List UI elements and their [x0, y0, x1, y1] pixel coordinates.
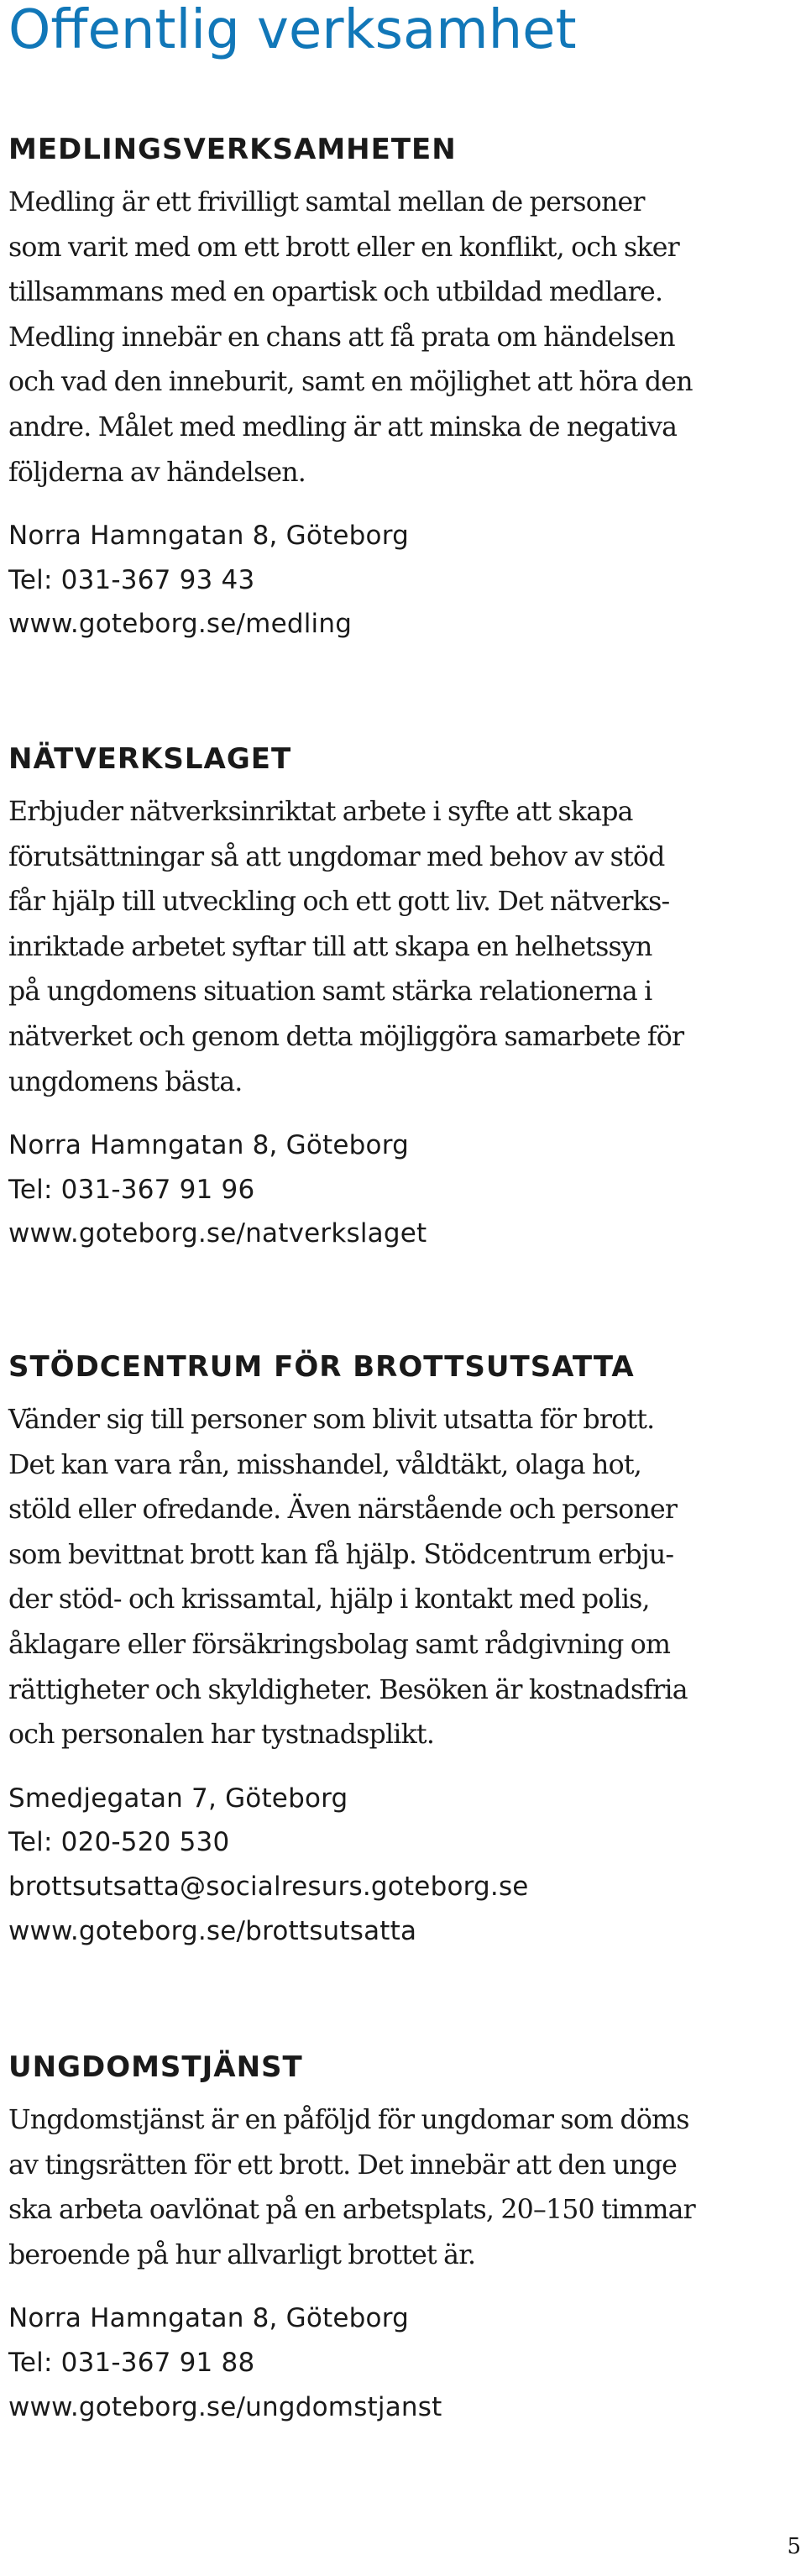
body-line: stöld eller ofredande. Även närstående och personer [8, 1495, 678, 1526]
section-stodcentrum [8, 1347, 798, 1953]
phone: Tel: 031-367 91 88 [8, 2347, 255, 2378]
body-line: får hjälp till utveckling och ett gott liv. Det nätverks- [8, 887, 670, 918]
section-body [8, 790, 798, 1105]
address: Norra Hamngatan 8, Göteborg [8, 1130, 409, 1161]
phone: Tel: 031-367 93 43 [8, 564, 255, 595]
section-natverkslaget [8, 739, 798, 1256]
body-line: andre. Målet med medling är att minska de negativa [8, 411, 678, 442]
body-line: förutsättningar så att ungdomar med behov av stöd [8, 841, 665, 872]
contact-info [8, 1777, 798, 1953]
body-line: ungdomens bästa. [8, 1066, 243, 1097]
body-line: inriktade arbetet syftar till att skapa en helhetssyn [8, 931, 652, 962]
page-title: Offentlig verksamhet [8, 0, 577, 61]
section-heading: NÄTVERKSLAGET [8, 742, 292, 776]
email-link[interactable]: brottsutsatta@socialresurs.goteborg.se [8, 1871, 529, 1902]
contact-info [8, 1123, 798, 1256]
body-line: av tingsrätten för ett brott. Det innebär att den unge [8, 2149, 678, 2181]
body-line: Medling är ett frivilligt samtal mellan de personer [8, 187, 645, 217]
contact-info [8, 514, 798, 647]
body-line: nätverket och genom detta möjliggöra samarbete för [8, 1021, 684, 1052]
page-number: 5 [787, 2534, 801, 2559]
address: Norra Hamngatan 8, Göteborg [8, 521, 409, 552]
body-line: beroende på hur allvarligt brottet är. [8, 2239, 476, 2270]
website-link[interactable]: www.goteborg.se/ungdomstjanst [8, 2391, 442, 2422]
body-line: Medling innebär en chans att få prata om händelsen [8, 322, 675, 353]
body-line: Erbjuder nätverksinriktat arbete i syfte att skapa [8, 797, 633, 827]
section-body [8, 1398, 798, 1758]
body-line: som varit med om ett brott eller en konflikt, och sker [8, 232, 679, 263]
address: Smedjegatan 7, Göteborg [8, 1783, 348, 1814]
phone: Tel: 020-520 530 [8, 1827, 230, 1858]
contact-info [8, 2296, 798, 2429]
body-line: rättigheter och skyldigheter. Besöken är kostnadsfria [8, 1674, 688, 1705]
body-line: Det kan vara rån, misshandel, våldtäkt, olaga hot, [8, 1449, 641, 1480]
body-line: åklagare eller försäkringsbolag samt rådgivning om [8, 1629, 671, 1660]
body-line: Vänder sig till personer som blivit utsatta för brott. [8, 1405, 655, 1435]
body-line: som bevittnat brott kan få hjälp. Stödcentrum erbju- [8, 1539, 674, 1570]
section-medlingsverksamheten [8, 129, 798, 647]
body-line: på ungdomens situation samt stärka relationerna i [8, 976, 652, 1008]
website-link[interactable]: www.goteborg.se/brottsutsatta [8, 1915, 417, 1946]
website-link[interactable]: www.goteborg.se/natverkslaget [8, 1218, 427, 1249]
section-body [8, 181, 798, 495]
body-line: der stöd- och krissamtal, hjälp i kontakt med polis, [8, 1584, 650, 1615]
section-ungdomstjanst [8, 2047, 798, 2429]
section-heading: MEDLINGSVERKSAMHETEN [8, 133, 457, 166]
section-body [8, 2098, 798, 2278]
address: Norra Hamngatan 8, Göteborg [8, 2303, 409, 2334]
body-line: och vad den inneburit, samt en möjlighet att höra den [8, 367, 693, 398]
body-line: Ungdomstjänst är en påföljd för ungdomar som döms [8, 2105, 689, 2135]
body-line: tillsammans med en opartisk och utbildad medlare. [8, 277, 663, 308]
phone: Tel: 031-367 91 96 [8, 1174, 255, 1205]
section-heading: UNGDOMSTJÄNST [8, 2050, 303, 2084]
body-line: ska arbeta oavlönat på en arbetsplats, 20–150 timmar [8, 2195, 695, 2226]
body-line: och personalen har tystnadsplikt. [8, 1720, 435, 1751]
section-heading: STÖDCENTRUM FÖR BROTTSUTSATTA [8, 1350, 635, 1384]
body-line: följderna av händelsen. [8, 457, 306, 488]
website-link[interactable]: www.goteborg.se/medling [8, 609, 353, 640]
